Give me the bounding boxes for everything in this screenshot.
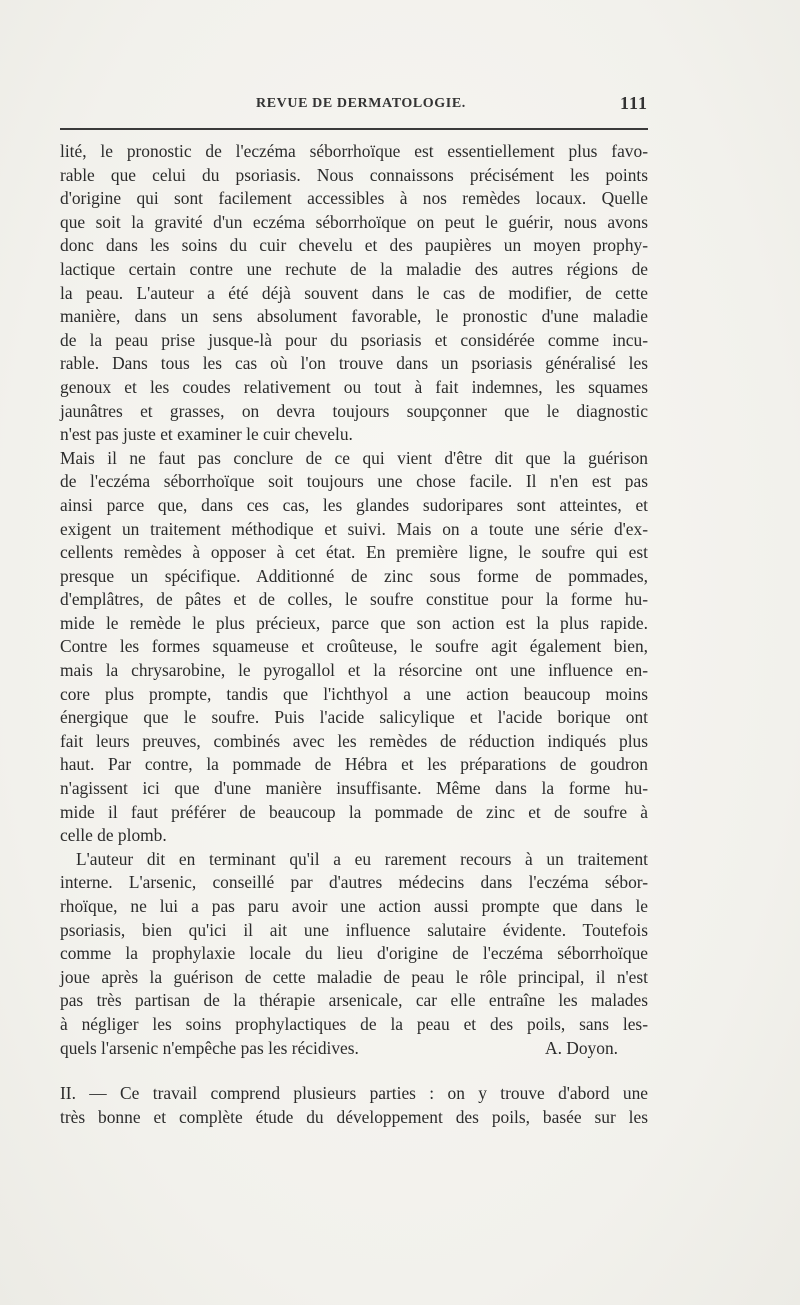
text-line: presque un spécifique. Additionné de zinc sous forme de pommades,	[60, 565, 648, 586]
text-line: manière, dans un sens absolument favorable, le pronostic d'une maladie	[60, 306, 648, 327]
text-line: genoux et les coudes relativement ou tout à fait indemnes, les squames	[60, 376, 648, 397]
text-line: interne. L'arsenic, conseillé par d'autres médecins dans l'eczéma sébor-	[60, 872, 648, 893]
paragraph-3-last-line: quels l'arsenic n'empêche pas les récidives.	[60, 1037, 359, 1058]
text-line: cellents remèdes à opposer à cet état. En première ligne, le soufre qui est	[60, 542, 648, 563]
text-line: de l'eczéma séborrhoïque soit toujours une chose facile. Il n'en est pas	[60, 471, 648, 492]
text-line: joue après la guérison de cette maladie de peau le rôle principal, il n'est	[60, 966, 648, 987]
paragraph-4	[60, 1082, 648, 1129]
text-line: donc dans les soins du cuir chevelu et des paupières un moyen prophy-	[60, 235, 648, 256]
text-line: jaunâtres et grasses, on devra toujours soupçonner que le diagnostic	[60, 400, 648, 421]
author-signature: A. Doyon.	[545, 1037, 618, 1058]
text-line: rable que celui du psoriasis. Nous connaissons précisément les points	[60, 164, 648, 185]
text-line: psoriasis, bien qu'ici il ait une influence salutaire évidente. Toutefois	[60, 919, 648, 940]
text-line: d'origine qui sont facilement accessibles à nos remèdes locaux. Quelle	[60, 188, 648, 209]
page-number: 111	[619, 93, 648, 113]
text-line: Contre les formes squameuse et croûteuse, le soufre agit également bien,	[60, 636, 648, 657]
text-line: à négliger les soins prophylactiques de la peau et des poils, sans les-	[60, 1013, 648, 1034]
running-title: REVUE DE DERMATOLOGIE.	[256, 96, 466, 111]
text-line: lité, le pronostic de l'eczéma séborrhoïque est essentiellement plus favo-	[60, 141, 648, 161]
text-line: rhoïque, ne lui a pas paru avoir une action aussi prompte que dans le	[60, 896, 648, 916]
text-line: comme la prophylaxie locale du lieu d'origine de l'eczéma séborrhoïque	[60, 943, 648, 964]
text-line: ainsi parce que, dans ces cas, les glandes sudoripares sont atteintes, et	[60, 494, 648, 515]
text-line: celle de plomb.	[60, 825, 167, 846]
text-line: pas très partisan de la thérapie arsenicale, car elle entraîne les malades	[60, 990, 648, 1011]
text-line: d'emplâtres, de pâtes et de colles, le soufre constitue pour la forme hu-	[60, 589, 648, 610]
text-line: très bonne et complète étude du développement des poils, basée sur les	[60, 1106, 648, 1127]
text-line: Mais il ne faut pas conclure de ce qui vient d'être dit que la guérison	[60, 447, 648, 468]
text-line: core plus prompte, tandis que l'ichthyol a une action beaucoup moins	[60, 683, 648, 704]
text-line: de la peau prise jusque-là pour du psoriasis et considérée comme incu-	[60, 329, 648, 350]
text-line: exigent un traitement méthodique et suivi. Mais on a toute une série d'ex-	[60, 518, 648, 539]
signature-line	[60, 1037, 648, 1061]
text-line: mide le remède le plus précieux, parce que son action est la plus rapide.	[60, 612, 648, 633]
text-line: que soit la gravité d'un eczéma séborrhoïque on peut le guérir, nous avons	[60, 211, 648, 232]
paragraph-2	[60, 447, 648, 848]
text-line: mide il faut préférer de beaucoup la pommade de zinc et de soufre à	[60, 801, 648, 822]
text-line: fait leurs preuves, combinés avec les remèdes de réduction indiqués plus	[60, 730, 648, 751]
text-line: mais la chrysarobine, le pyrogallol et la résorcine ont une influence en-	[60, 660, 648, 681]
text-line: lactique certain contre une rechute de la maladie des autres régions de	[60, 258, 648, 279]
text-line: rable. Dans tous les cas où l'on trouve dans un psoriasis généralisé les	[60, 353, 648, 374]
section-gap	[60, 1060, 648, 1082]
paragraph-1	[60, 140, 648, 447]
text-line: n'est pas juste et examiner le cuir chevelu.	[60, 424, 353, 445]
text-line: n'agissent ici que d'une manière insuffisante. Même dans la forme hu-	[60, 778, 648, 799]
page-header	[60, 93, 648, 115]
text-line: la peau. L'auteur a été déjà souvent dans le cas de modifier, de cette	[60, 282, 648, 303]
header-rule	[60, 128, 648, 130]
text-line: énergique que le soufre. Puis l'acide salicylique et l'acide borique ont	[60, 707, 648, 728]
body-text	[60, 140, 648, 1129]
text-line: haut. Par contre, la pommade de Hébra et les préparations de goudron	[60, 754, 648, 775]
text-line: L'auteur dit en terminant qu'il a eu rarement recours à un traitement	[76, 848, 648, 869]
text-line: II. — Ce travail comprend plusieurs parties : on y trouve d'abord une	[60, 1083, 648, 1104]
paragraph-3	[60, 848, 648, 1037]
